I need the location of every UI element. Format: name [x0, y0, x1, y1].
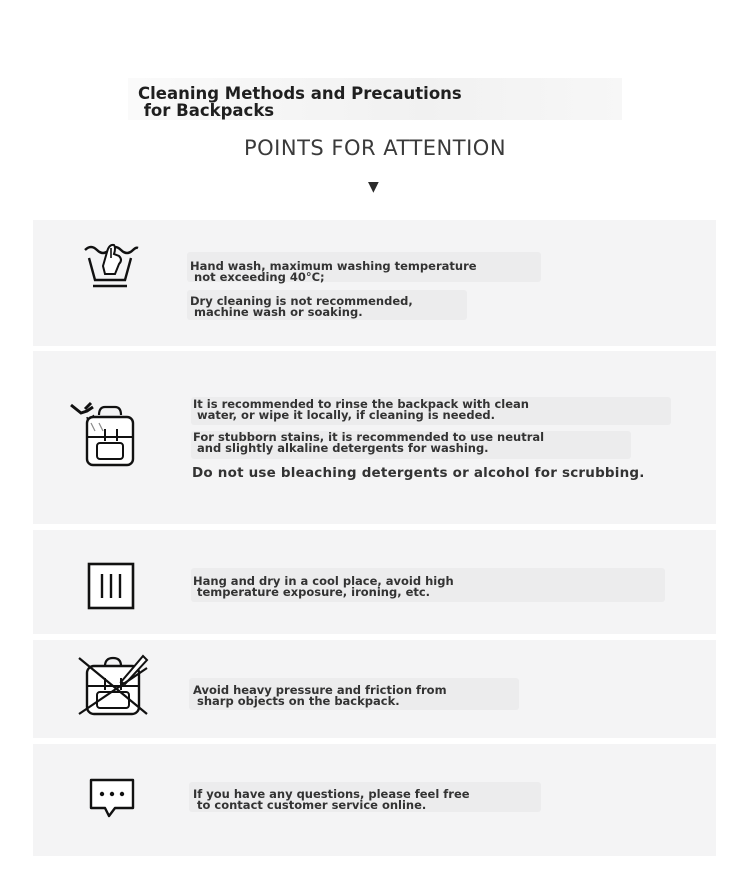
care-text-line: machine wash or soaking.	[190, 305, 363, 319]
care-text-line: sharp objects on the backpack.	[193, 694, 400, 708]
care-point-no-sharp	[33, 640, 716, 738]
care-point-rinse	[33, 351, 716, 524]
care-text-line: Hang and dry in a cool place, avoid high	[193, 574, 454, 588]
care-text-line: temperature exposure, ironing, etc.	[193, 585, 431, 599]
care-text-line: Dry cleaning is not recommended,	[190, 294, 413, 308]
care-text-line: water, or wipe it locally, if cleaning is needed.	[193, 408, 495, 422]
care-text-line: For stubborn stains, it is recommended to use neutral	[193, 430, 545, 444]
rinse-backpack-icon	[69, 399, 141, 471]
hand-wash-icon	[81, 236, 141, 292]
page-title-line-2: for Backpacks	[138, 101, 275, 120]
care-text-line: not exceeding 40°C;	[190, 270, 325, 284]
no-sharp-objects-icon	[77, 652, 149, 718]
care-text-line: If you have any questions, please feel free	[193, 787, 470, 801]
care-text-line: It is recommended to rinse the backpack with clean	[193, 397, 529, 411]
care-point-dry	[33, 530, 716, 634]
section-subtitle: POINTS FOR ATTENTION	[243, 136, 507, 160]
line-dry-icon	[87, 562, 135, 610]
care-text-line: and slightly alkaline detergents for washing.	[193, 441, 489, 455]
page-title-line-1: Cleaning Methods and Precautions	[138, 84, 462, 103]
care-text-line: Avoid heavy pressure and friction from	[193, 683, 447, 697]
down-arrow-icon: ▼	[368, 179, 379, 195]
care-point-hand-wash	[33, 220, 716, 346]
chat-bubble-icon	[87, 776, 137, 822]
care-text-line: Hand wash, maximum washing temperature	[190, 259, 477, 273]
care-text-line: to contact customer service online.	[193, 798, 427, 812]
care-point-contact	[33, 744, 716, 856]
care-text-line: Do not use bleaching detergents or alcohol for scrubbing.	[192, 465, 645, 481]
